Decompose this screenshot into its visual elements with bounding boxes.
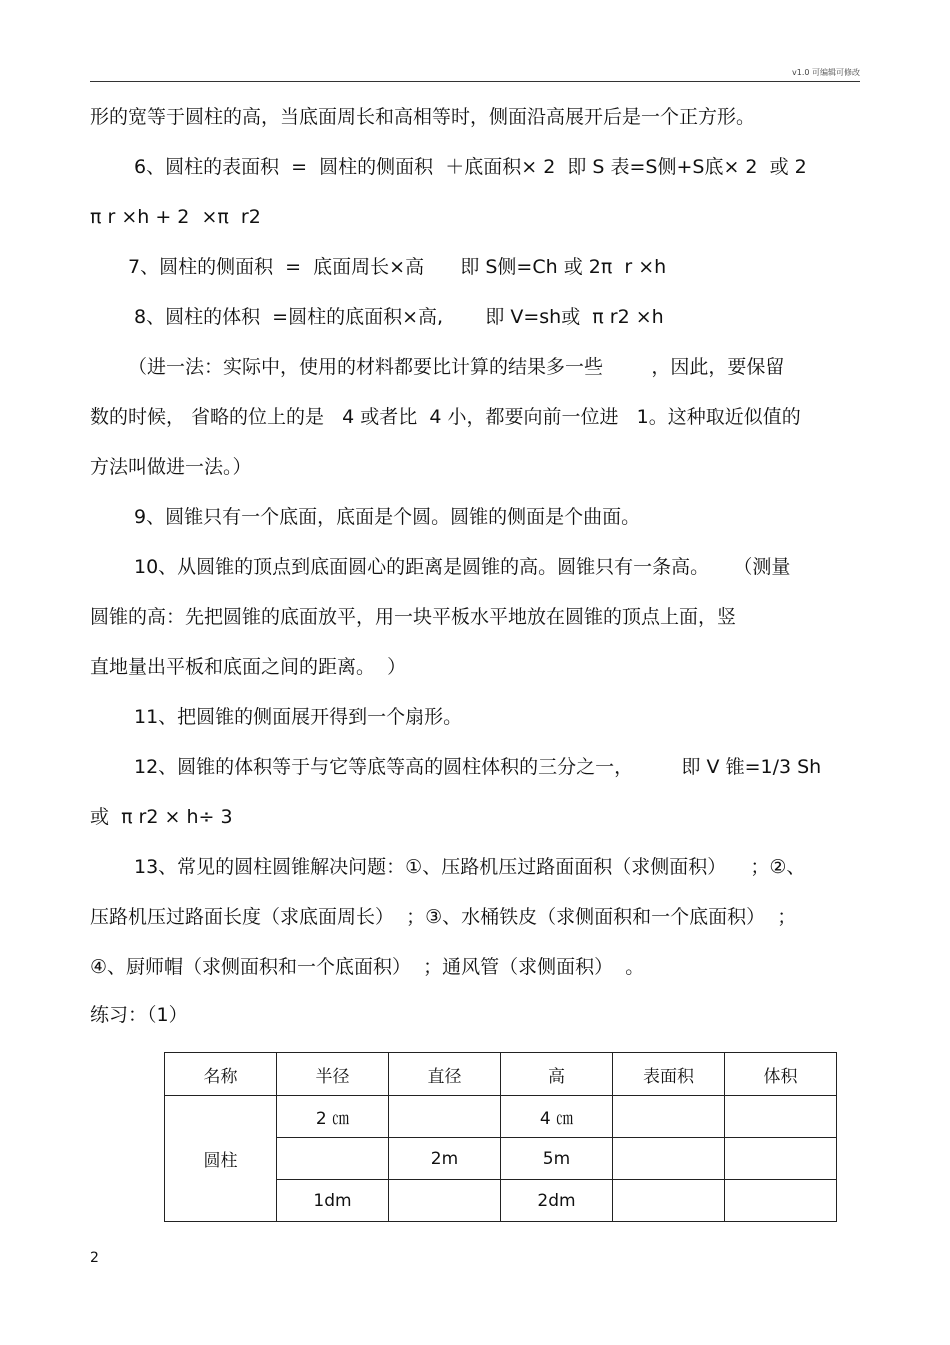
text-line-7: 数的时候， 省略的位上的是 4 或者比 4 小，都要向前一位进 1。这种取近似值的	[90, 406, 801, 428]
table-cell: 1dm	[277, 1180, 389, 1222]
page-number: 2	[90, 1250, 99, 1266]
table-cell: 2dm	[501, 1180, 613, 1222]
table-cell	[613, 1180, 725, 1222]
header-rule	[90, 81, 860, 82]
text-line-10: 10、从圆锥的顶点到底面圆心的距离是圆锥的高。圆锥只有一条高。 （测量	[134, 556, 791, 578]
table-row	[165, 1096, 837, 1138]
text-line-5: 8、圆柱的体积 =圆柱的底面积×高, 即 V=sh或 π r2 ×h	[134, 306, 664, 328]
table-cell	[277, 1138, 389, 1180]
text-line-2: 6、圆柱的表面积 = 圆柱的侧面积 ＋底面积× 2 即 S 表=S侧+S底× 2 或 2	[134, 156, 807, 178]
text-line-8: 方法叫做进一法。）	[90, 456, 252, 478]
table-cell: 4 ㎝	[501, 1096, 613, 1138]
text-line-6: （进一法：实际中，使用的材料都要比计算的结果多一些 ，因此，要保留	[128, 356, 785, 378]
text-line-18: ④、厨师帽（求侧面积和一个底面积） ；通风管（求侧面积） 。	[90, 956, 645, 978]
table-cell	[725, 1096, 837, 1138]
table-header-cell: 直径	[389, 1053, 501, 1096]
table-cell	[725, 1138, 837, 1180]
text-line-3: π r ×h + 2 ×π r2	[90, 206, 261, 228]
header-note: v1.0 可编辑可修改	[792, 68, 860, 77]
table-cell	[389, 1096, 501, 1138]
table-header-cell: 高	[501, 1053, 613, 1096]
table-cell	[725, 1180, 837, 1222]
table-header-cell: 表面积	[613, 1053, 725, 1096]
table-header-cell: 体积	[725, 1053, 837, 1096]
text-line-14: 12、圆锥的体积等于与它等底等高的圆柱体积的三分之一， 即 V 锥=1/3 Sh	[134, 756, 822, 778]
table-cell: 2m	[389, 1138, 501, 1180]
table-row-label: 圆柱	[165, 1096, 277, 1222]
text-line-13: 11、把圆锥的侧面展开得到一个扇形。	[134, 706, 463, 728]
text-line-12: 直地量出平板和底面之间的距离。 ）	[90, 656, 407, 678]
table-cell: 2 ㎝	[277, 1096, 389, 1138]
table-cell	[389, 1180, 501, 1222]
table-cell	[613, 1138, 725, 1180]
text-line-16: 13、常见的圆柱圆锥解决问题：①、压路机压过路面面积（求侧面积） ；②、	[134, 856, 806, 878]
text-line-1: 形的宽等于圆柱的高，当底面周长和高相等时，侧面沿高展开后是一个正方形。	[90, 106, 756, 128]
text-line-11: 圆锥的高：先把圆锥的底面放平，用一块平板水平地放在圆锥的顶点上面，竖	[90, 606, 737, 628]
table-header-row	[165, 1053, 837, 1096]
table-header-cell: 半径	[277, 1053, 389, 1096]
table-header-cell: 名称	[165, 1053, 277, 1096]
table-cell	[613, 1096, 725, 1138]
text-line-17: 压路机压过路面长度（求底面周长） ；③、水桶铁皮（求侧面积和一个底面积） ；	[90, 906, 797, 928]
table-cell: 5m	[501, 1138, 613, 1180]
text-line-15: 或 π r2 × h÷ 3	[90, 806, 233, 828]
text-line-4: 7、圆柱的侧面积 = 底面周长×高 即 S侧=Ch 或 2π r ×h	[128, 256, 667, 278]
text-line-9: 9、圆锥只有一个底面，底面是个圆。圆锥的侧面是个曲面。	[134, 506, 641, 528]
text-line-19: 练习：（1）	[90, 1004, 188, 1026]
exercise-table	[164, 1052, 837, 1222]
